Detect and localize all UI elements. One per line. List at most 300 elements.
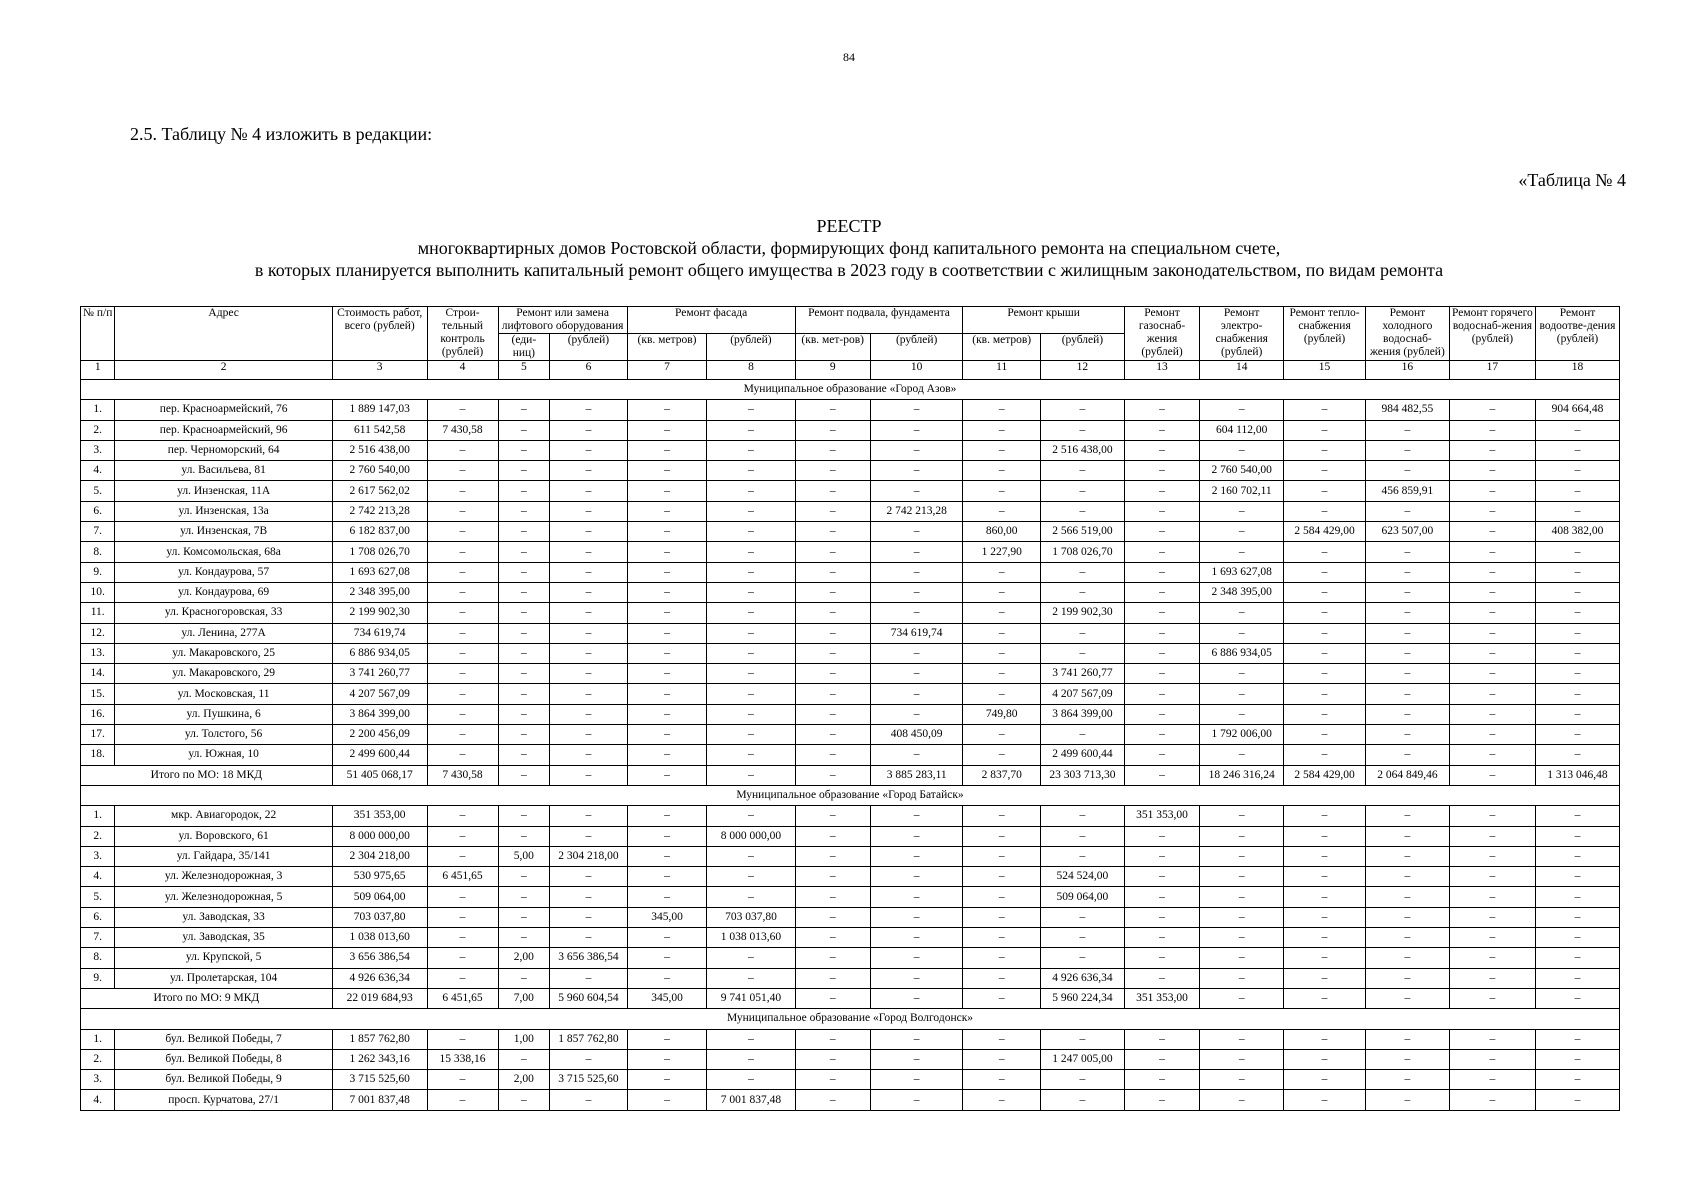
header-facade: Ремонт фасада <box>627 307 795 334</box>
value-cell: 1 857 762,80 <box>332 1029 427 1049</box>
value-cell: 734 619,74 <box>332 623 427 643</box>
value-cell: – <box>870 1049 963 1069</box>
value-cell: – <box>1124 867 1199 887</box>
value-cell: – <box>963 501 1040 521</box>
value-cell: – <box>1365 968 1449 988</box>
value-cell: – <box>427 623 498 643</box>
value-cell: – <box>870 562 963 582</box>
value-cell: 8 000 000,00 <box>332 826 427 846</box>
value-cell: – <box>1124 1049 1199 1069</box>
value-cell: – <box>550 582 628 602</box>
value-cell: – <box>550 603 628 623</box>
table-row <box>81 745 1620 765</box>
value-cell: 1 857 762,80 <box>550 1029 628 1049</box>
value-cell: – <box>1449 623 1535 643</box>
value-cell: 3 741 260,77 <box>1040 664 1124 684</box>
row-index: 9. <box>81 968 115 988</box>
value-cell: – <box>550 1090 628 1110</box>
address-cell: пер. Черноморский, 64 <box>115 440 332 460</box>
value-cell: – <box>1365 582 1449 602</box>
value-cell: – <box>1040 1029 1124 1049</box>
total-value-cell: 345,00 <box>627 988 707 1008</box>
row-index: 4. <box>81 461 115 481</box>
row-index: 1. <box>81 1029 115 1049</box>
row-index: 1. <box>81 806 115 826</box>
row-index: 8. <box>81 542 115 562</box>
value-cell: 6 886 934,05 <box>1200 643 1284 663</box>
value-cell: – <box>1124 501 1199 521</box>
value-cell: – <box>627 562 707 582</box>
value-cell: – <box>1040 501 1124 521</box>
value-cell: – <box>1040 461 1124 481</box>
value-cell: – <box>707 684 795 704</box>
section-header-row <box>81 1009 1620 1029</box>
value-cell: 2 199 902,30 <box>1040 603 1124 623</box>
value-cell: – <box>1449 420 1535 440</box>
value-cell: – <box>427 461 498 481</box>
value-cell: – <box>498 745 550 765</box>
value-cell: 1 038 013,60 <box>332 928 427 948</box>
value-cell: – <box>498 826 550 846</box>
value-cell: 3 656 386,54 <box>550 948 628 968</box>
value-cell: – <box>498 420 550 440</box>
row-index: 3. <box>81 1070 115 1090</box>
value-cell: – <box>1365 907 1449 927</box>
value-cell: – <box>870 664 963 684</box>
value-cell: – <box>627 522 707 542</box>
value-cell: – <box>627 542 707 562</box>
value-cell: – <box>627 806 707 826</box>
value-cell: 1 247 005,00 <box>1040 1049 1124 1069</box>
value-cell: 3 864 399,00 <box>332 704 427 724</box>
value-cell: – <box>1365 887 1449 907</box>
address-cell: ул. Железнодорожная, 3 <box>115 867 332 887</box>
value-cell: – <box>550 1049 628 1069</box>
value-cell: – <box>1200 867 1284 887</box>
value-cell: – <box>498 400 550 420</box>
value-cell: – <box>1124 1029 1199 1049</box>
value-cell: – <box>870 1090 963 1110</box>
value-cell: – <box>870 1070 963 1090</box>
value-cell: 408 450,09 <box>870 725 963 745</box>
column-number: 16 <box>1365 361 1449 380</box>
value-cell: – <box>1124 826 1199 846</box>
value-cell: – <box>795 725 870 745</box>
value-cell: – <box>707 582 795 602</box>
column-number: 1 <box>81 361 115 380</box>
value-cell: – <box>1535 1090 1619 1110</box>
total-value-cell: 6 451,65 <box>427 988 498 1008</box>
value-cell: – <box>427 501 498 521</box>
value-cell: – <box>427 928 498 948</box>
value-cell: – <box>550 481 628 501</box>
value-cell: – <box>707 481 795 501</box>
header-sewer: Ремонт водоотве-дения (рублей) <box>1535 307 1619 361</box>
value-cell: – <box>1284 704 1366 724</box>
value-cell: – <box>427 806 498 826</box>
value-cell: – <box>1284 481 1366 501</box>
value-cell: – <box>1284 420 1366 440</box>
value-cell: – <box>963 907 1040 927</box>
total-label: Итого по МО: 18 МКД <box>81 765 333 785</box>
value-cell: – <box>1535 501 1619 521</box>
value-cell: – <box>707 501 795 521</box>
value-cell: – <box>1449 806 1535 826</box>
value-cell: – <box>707 461 795 481</box>
value-cell: – <box>1200 603 1284 623</box>
value-cell: – <box>707 603 795 623</box>
value-cell: – <box>1124 623 1199 643</box>
value-cell: – <box>1284 907 1366 927</box>
value-cell: – <box>870 481 963 501</box>
value-cell: 2 742 213,28 <box>870 501 963 521</box>
value-cell: 4 926 636,34 <box>1040 968 1124 988</box>
value-cell: – <box>1449 664 1535 684</box>
column-number: 2 <box>115 361 332 380</box>
value-cell: – <box>550 806 628 826</box>
value-cell: – <box>870 522 963 542</box>
address-cell: ул. Заводская, 33 <box>115 907 332 927</box>
value-cell: – <box>1200 907 1284 927</box>
value-cell: – <box>627 704 707 724</box>
value-cell: – <box>870 603 963 623</box>
value-cell: – <box>795 684 870 704</box>
value-cell: 2 304 218,00 <box>550 846 628 866</box>
value-cell: – <box>1449 440 1535 460</box>
value-cell: – <box>498 684 550 704</box>
total-value-cell: – <box>707 765 795 785</box>
table-row <box>81 400 1620 420</box>
address-cell: ул. Комсомольская, 68а <box>115 542 332 562</box>
value-cell: – <box>707 400 795 420</box>
value-cell: – <box>427 745 498 765</box>
value-cell: – <box>1284 867 1366 887</box>
value-cell: – <box>870 400 963 420</box>
value-cell: – <box>627 400 707 420</box>
value-cell: – <box>498 907 550 927</box>
value-cell: – <box>963 928 1040 948</box>
table-row <box>81 1049 1620 1069</box>
value-cell: – <box>1124 704 1199 724</box>
address-cell: ул. Ленина, 277А <box>115 623 332 643</box>
value-cell: – <box>1124 603 1199 623</box>
value-cell: – <box>870 582 963 602</box>
value-cell: – <box>1449 846 1535 866</box>
total-value-cell: – <box>498 765 550 785</box>
value-cell: – <box>1040 420 1124 440</box>
value-cell: – <box>1124 907 1199 927</box>
value-cell: 860,00 <box>963 522 1040 542</box>
value-cell: – <box>1449 542 1535 562</box>
total-value-cell: – <box>795 765 870 785</box>
value-cell: – <box>1284 1070 1366 1090</box>
table-row <box>81 928 1620 948</box>
value-cell: – <box>1040 623 1124 643</box>
value-cell: – <box>550 562 628 582</box>
value-cell: – <box>1124 887 1199 907</box>
value-cell: 3 741 260,77 <box>332 664 427 684</box>
value-cell: – <box>1535 440 1619 460</box>
value-cell: – <box>795 1070 870 1090</box>
value-cell: – <box>550 542 628 562</box>
value-cell: – <box>963 562 1040 582</box>
value-cell: 7 001 837,48 <box>707 1090 795 1110</box>
value-cell: – <box>963 1049 1040 1069</box>
address-cell: ул. Гайдара, 35/141 <box>115 846 332 866</box>
address-cell: ул. Крупской, 5 <box>115 948 332 968</box>
table-row <box>81 704 1620 724</box>
value-cell: – <box>427 1029 498 1049</box>
value-cell: – <box>707 1029 795 1049</box>
value-cell: – <box>1040 806 1124 826</box>
address-cell: пер. Красноармейский, 96 <box>115 420 332 440</box>
value-cell: – <box>870 968 963 988</box>
value-cell: – <box>498 1090 550 1110</box>
value-cell: – <box>963 481 1040 501</box>
value-cell: – <box>1284 623 1366 643</box>
value-cell: – <box>1124 643 1199 663</box>
value-cell: – <box>1284 400 1366 420</box>
value-cell: – <box>1535 643 1619 663</box>
row-index: 6. <box>81 907 115 927</box>
value-cell: 1,00 <box>498 1029 550 1049</box>
registry-body <box>81 380 1620 1111</box>
value-cell: – <box>1200 928 1284 948</box>
value-cell: – <box>1040 582 1124 602</box>
value-cell: – <box>963 948 1040 968</box>
value-cell: – <box>1040 725 1124 745</box>
value-cell: 524 524,00 <box>1040 867 1124 887</box>
value-cell: – <box>795 582 870 602</box>
value-cell: – <box>1535 603 1619 623</box>
value-cell: – <box>1365 440 1449 460</box>
value-cell: – <box>963 440 1040 460</box>
value-cell: 509 064,00 <box>332 887 427 907</box>
subheader-facade-sqm: (кв. метров) <box>627 334 707 361</box>
value-cell: – <box>1200 846 1284 866</box>
value-cell: – <box>1535 664 1619 684</box>
total-value-cell: 18 246 316,24 <box>1200 765 1284 785</box>
value-cell: – <box>498 887 550 907</box>
value-cell: – <box>1124 745 1199 765</box>
row-index: 5. <box>81 887 115 907</box>
value-cell: – <box>963 745 1040 765</box>
value-cell: – <box>1200 522 1284 542</box>
value-cell: – <box>1535 745 1619 765</box>
value-cell: – <box>795 603 870 623</box>
value-cell: – <box>1200 806 1284 826</box>
column-number: 3 <box>332 361 427 380</box>
value-cell: – <box>627 968 707 988</box>
row-index: 15. <box>81 684 115 704</box>
value-cell: – <box>1284 725 1366 745</box>
value-cell: – <box>427 400 498 420</box>
value-cell: 1 227,90 <box>963 542 1040 562</box>
value-cell: 2 516 438,00 <box>332 440 427 460</box>
value-cell: – <box>1535 907 1619 927</box>
value-cell: – <box>1124 664 1199 684</box>
value-cell: – <box>707 440 795 460</box>
value-cell: – <box>963 582 1040 602</box>
value-cell: – <box>870 420 963 440</box>
value-cell: – <box>550 420 628 440</box>
value-cell: – <box>1535 867 1619 887</box>
intro-line: 2.5. Таблицу № 4 изложить в редакции: <box>130 124 433 144</box>
value-cell: – <box>550 826 628 846</box>
value-cell: – <box>427 684 498 704</box>
value-cell: – <box>1365 684 1449 704</box>
value-cell: – <box>1365 867 1449 887</box>
value-cell: – <box>627 461 707 481</box>
value-cell: – <box>1535 623 1619 643</box>
row-index: 12. <box>81 623 115 643</box>
row-index: 7. <box>81 928 115 948</box>
value-cell: – <box>498 623 550 643</box>
value-cell: – <box>963 400 1040 420</box>
value-cell: – <box>1535 1029 1619 1049</box>
value-cell: – <box>707 745 795 765</box>
column-number: 11 <box>963 361 1040 380</box>
value-cell: – <box>1284 1049 1366 1069</box>
value-cell: 3 656 386,54 <box>332 948 427 968</box>
value-cell: – <box>1200 501 1284 521</box>
total-row <box>81 988 1620 1008</box>
value-cell: – <box>1284 603 1366 623</box>
column-number: 14 <box>1200 361 1284 380</box>
value-cell: – <box>1535 887 1619 907</box>
table-row <box>81 1029 1620 1049</box>
value-cell: – <box>963 1070 1040 1090</box>
value-cell: – <box>1124 440 1199 460</box>
total-value-cell: – <box>1365 988 1449 1008</box>
value-cell: – <box>427 725 498 745</box>
value-cell: 984 482,55 <box>1365 400 1449 420</box>
table-row <box>81 461 1620 481</box>
value-cell: – <box>1365 603 1449 623</box>
value-cell: – <box>627 1029 707 1049</box>
total-value-cell: – <box>1449 765 1535 785</box>
header-roof: Ремонт крыши <box>963 307 1124 334</box>
total-value-cell: 2 584 429,00 <box>1284 765 1366 785</box>
value-cell: – <box>1284 542 1366 562</box>
table-row <box>81 440 1620 460</box>
value-cell: – <box>1365 420 1449 440</box>
value-cell: – <box>707 1049 795 1069</box>
table-row <box>81 582 1620 602</box>
address-cell: ул. Толстого, 56 <box>115 725 332 745</box>
address-cell: мкр. Авиагородок, 22 <box>115 806 332 826</box>
value-cell: – <box>1365 1090 1449 1110</box>
value-cell: – <box>1200 664 1284 684</box>
address-cell: ул. Инзенская, 7В <box>115 522 332 542</box>
value-cell: – <box>498 522 550 542</box>
row-index: 4. <box>81 1090 115 1110</box>
value-cell: 6 182 837,00 <box>332 522 427 542</box>
row-index: 2. <box>81 826 115 846</box>
table-caption: «Таблица № 4 <box>1518 170 1626 190</box>
value-cell: – <box>1449 725 1535 745</box>
value-cell: – <box>870 542 963 562</box>
value-cell: – <box>1365 461 1449 481</box>
value-cell: – <box>1449 907 1535 927</box>
value-cell: – <box>427 1090 498 1110</box>
value-cell: – <box>498 440 550 460</box>
address-cell: ул. Кондаурова, 57 <box>115 562 332 582</box>
total-value-cell: – <box>963 988 1040 1008</box>
value-cell: – <box>795 440 870 460</box>
value-cell: – <box>795 461 870 481</box>
address-cell: ул. Макаровского, 29 <box>115 664 332 684</box>
value-cell: – <box>1365 704 1449 724</box>
value-cell: 2 760 540,00 <box>1200 461 1284 481</box>
value-cell: 3 864 399,00 <box>1040 704 1124 724</box>
value-cell: – <box>427 582 498 602</box>
address-cell: бул. Великой Победы, 7 <box>115 1029 332 1049</box>
row-index: 11. <box>81 603 115 623</box>
value-cell: – <box>1040 643 1124 663</box>
value-cell: – <box>1365 664 1449 684</box>
value-cell: – <box>795 704 870 724</box>
header-num: № п/п <box>81 307 115 361</box>
subheader-facade-rub: (рублей) <box>707 334 795 361</box>
value-cell: – <box>795 887 870 907</box>
address-cell: бул. Великой Победы, 8 <box>115 1049 332 1069</box>
value-cell: 604 112,00 <box>1200 420 1284 440</box>
value-cell: – <box>1040 1070 1124 1090</box>
value-cell: – <box>795 928 870 948</box>
value-cell: – <box>498 806 550 826</box>
value-cell: – <box>870 440 963 460</box>
address-cell: ул. Заводская, 35 <box>115 928 332 948</box>
header-cost: Стоимость работ, всего (рублей) <box>332 307 427 361</box>
value-cell: 2,00 <box>498 1070 550 1090</box>
row-index: 1. <box>81 400 115 420</box>
value-cell: – <box>1449 928 1535 948</box>
row-index: 9. <box>81 562 115 582</box>
header-electro: Ремонт электро-снабжения (рублей) <box>1200 307 1284 361</box>
value-cell: – <box>707 806 795 826</box>
value-cell: – <box>1124 420 1199 440</box>
value-cell: – <box>1449 562 1535 582</box>
table-row <box>81 806 1620 826</box>
value-cell: – <box>795 806 870 826</box>
subheader-roof-rub: (рублей) <box>1040 334 1124 361</box>
header-address: Адрес <box>115 307 332 361</box>
value-cell: 351 353,00 <box>1124 806 1199 826</box>
value-cell: – <box>1535 968 1619 988</box>
address-cell: ул. Южная, 10 <box>115 745 332 765</box>
value-cell: – <box>1040 948 1124 968</box>
value-cell: – <box>795 826 870 846</box>
value-cell: – <box>795 643 870 663</box>
value-cell: – <box>1449 522 1535 542</box>
value-cell: – <box>963 826 1040 846</box>
section-title: Муниципальное образование «Город Волгодонск» <box>81 1009 1620 1029</box>
table-row <box>81 481 1620 501</box>
value-cell: – <box>795 420 870 440</box>
value-cell: – <box>627 745 707 765</box>
value-cell: – <box>1200 684 1284 704</box>
value-cell: – <box>707 948 795 968</box>
value-cell: – <box>870 948 963 968</box>
value-cell: 1 708 026,70 <box>1040 542 1124 562</box>
value-cell: 2 499 600,44 <box>1040 745 1124 765</box>
value-cell: – <box>1365 501 1449 521</box>
value-cell: – <box>1284 1029 1366 1049</box>
subheader-basement-rub: (рублей) <box>870 334 963 361</box>
value-cell: – <box>1200 948 1284 968</box>
value-cell: – <box>1535 846 1619 866</box>
